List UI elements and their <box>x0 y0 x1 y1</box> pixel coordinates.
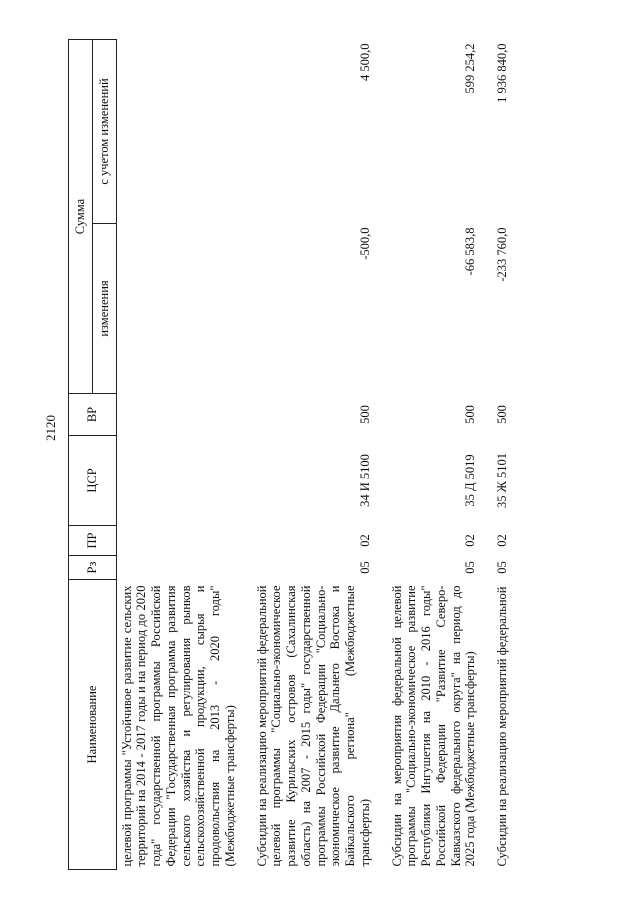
row-pr: 02 <box>495 534 509 547</box>
table-row <box>252 40 379 870</box>
header-rz: Рз <box>69 556 117 580</box>
row-rz: 05 <box>463 561 478 574</box>
row-vr: 500 <box>357 405 372 424</box>
page-number: 2120 <box>43 415 58 441</box>
row-name: Субсидии на реализацию мероприятий федеральной <box>495 586 509 867</box>
header-name: Наименование <box>69 580 117 870</box>
row-csr: 35 Ж 5101 <box>495 453 509 508</box>
row-name: Субсидии на мероприятия федеральной целевой программы "Социально-экономическое развитие Республики Ингушетия на 2010 - 2016 годы" Российской Федерации "Развитие Северо-Кавказского федерального округа" на период до 2025 года (Межбюджетные трансферты) <box>389 585 478 867</box>
row-pr: 02 <box>357 534 372 547</box>
budget-table <box>68 39 516 870</box>
row-csr: 35 Д 5019 <box>463 454 478 507</box>
row-name: Субсидии на реализацию мероприятий федеральной целевой программы "Социально-экономическое развитие Курильских островов (Сахалинская область) на 2007 - 2015 годы" государственной программы Российской Федерации "Социально-экономическое развитие Дальнего Востока и Байкальского региона" (Межбюджетные трансферты) <box>254 585 372 867</box>
row-total: 4 500,0 <box>357 43 372 81</box>
row-csr <box>116 436 244 526</box>
row-total: 1 936 840,0 <box>495 43 509 103</box>
table-row <box>492 40 516 870</box>
row-vr: 500 <box>463 405 478 424</box>
row-change: -233 760,0 <box>495 227 509 282</box>
row-vr: 500 <box>495 405 509 424</box>
row-name: целевой программы "Устойчивое развитие сельских территорий на 2014 - 2017 годы и на период до 2020 года" государственной программы Российской Федерации "Государственная программа развития сельского хозяйства и регулирования рынков сельскохозяйственной продукции, сырья и продовольствия на 2013 - 2020 годы" (Межбюджетные трансферты) <box>119 585 237 867</box>
table-header <box>69 40 117 870</box>
row-change: -66 583,8 <box>463 227 478 276</box>
row-change: -500,0 <box>357 227 372 260</box>
header-vr: ВР <box>69 394 117 436</box>
header-pr: ПР <box>69 526 117 556</box>
header-sum: Сумма <box>69 40 93 394</box>
row-pr <box>116 526 244 556</box>
table-row <box>387 40 485 870</box>
table-row <box>116 40 244 870</box>
row-rz: 05 <box>357 561 372 574</box>
row-rz <box>116 556 244 580</box>
table-body <box>116 40 516 870</box>
row-pr: 02 <box>463 534 478 547</box>
row-vr <box>116 394 244 436</box>
budget-table-container <box>68 40 578 870</box>
row-rz: 05 <box>495 561 509 574</box>
row-total <box>116 40 244 224</box>
row-total: 599 254,2 <box>463 43 478 94</box>
header-with-changes: с учетом изменений <box>92 40 116 224</box>
header-changes: изменения <box>92 224 116 394</box>
row-csr: 34 И 5100 <box>357 454 372 507</box>
header-csr: ЦСР <box>69 436 117 526</box>
row-change <box>116 224 244 394</box>
